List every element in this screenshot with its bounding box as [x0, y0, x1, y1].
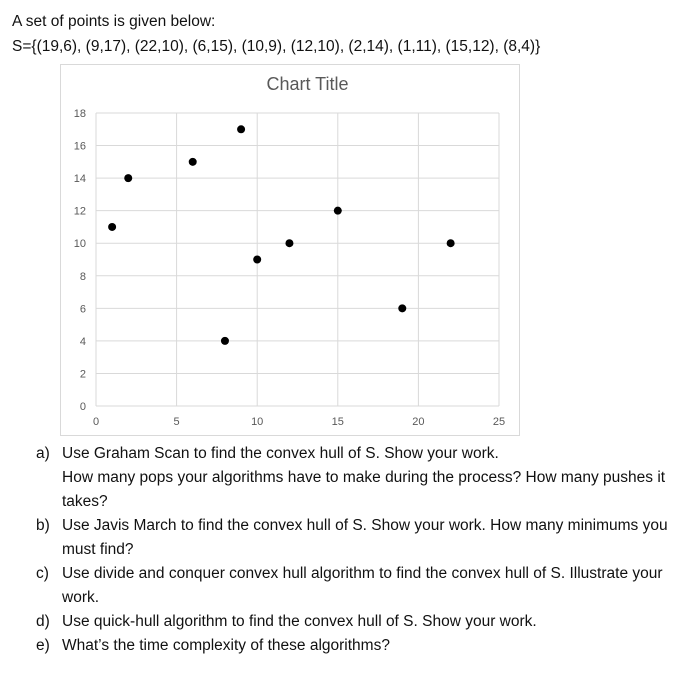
y-tick-label: 10 — [73, 238, 86, 251]
question-letter: b) — [36, 517, 50, 534]
data-point — [447, 239, 455, 247]
y-tick-label: 12 — [73, 205, 86, 218]
data-point — [124, 174, 132, 182]
question-text — [62, 610, 672, 634]
x-tick-label: 25 — [492, 416, 506, 428]
data-point — [221, 337, 229, 345]
y-tick-label: 2 — [79, 368, 86, 381]
data-point — [237, 125, 245, 133]
chart-title: Chart Title — [266, 74, 349, 94]
question-text — [62, 634, 672, 658]
question-line: Use Graham Scan to find the convex hull of S. Show your work. — [62, 445, 499, 462]
data-point — [108, 223, 116, 231]
data-point — [189, 158, 197, 166]
question-line: takes? — [62, 493, 108, 510]
y-tick-label: 14 — [73, 173, 86, 186]
y-tick-label: 6 — [79, 303, 86, 316]
x-tick-label: 20 — [412, 416, 425, 428]
question-line: Use quick-hull algorithm to find the convex hull of S. Show your work. — [62, 613, 537, 630]
data-point — [398, 304, 406, 312]
question-letter: c) — [36, 565, 49, 582]
question-line: How many pops your algorithms have to make during the process? How many pushes it — [62, 469, 666, 486]
x-tick-label: 5 — [173, 416, 180, 428]
question-letter: d) — [36, 613, 50, 630]
data-point — [285, 239, 293, 247]
x-tick-label: 10 — [251, 416, 264, 428]
y-tick-label: 18 — [73, 108, 86, 120]
intro-text: A set of points is given below: — [12, 13, 216, 30]
question-line: Use divide and conquer convex hull algorithm to find the convex hull of S. Illustrate your — [62, 565, 663, 582]
question-text — [62, 442, 672, 514]
y-tick-label: 16 — [73, 140, 86, 153]
question-text — [62, 514, 672, 562]
question-line: Use Javis March to find the convex hull of S. Show your work. How many minimums you — [62, 517, 668, 534]
chart-svg — [61, 65, 519, 435]
question-letter: e) — [36, 637, 50, 654]
question-line: work. — [62, 589, 100, 606]
x-tick-label: 15 — [331, 416, 344, 428]
question-line: What’s the time complexity of these algorithms? — [62, 637, 390, 654]
x-tick-label: 0 — [92, 416, 100, 428]
y-tick-label: 4 — [79, 335, 86, 348]
y-tick-label: 0 — [79, 401, 86, 413]
data-point — [253, 256, 261, 264]
point-set: S={(19,6), (9,17), (22,10), (6,15), (10,9), (12,10), (2,14), (1,11), (15,12), (8,4)} — [12, 38, 541, 55]
scatter-chart — [60, 64, 520, 436]
question-line: must find? — [62, 541, 134, 558]
question-letter: a) — [36, 445, 50, 462]
y-tick-label: 8 — [79, 270, 86, 283]
question-text — [62, 562, 672, 610]
data-point — [334, 207, 342, 215]
